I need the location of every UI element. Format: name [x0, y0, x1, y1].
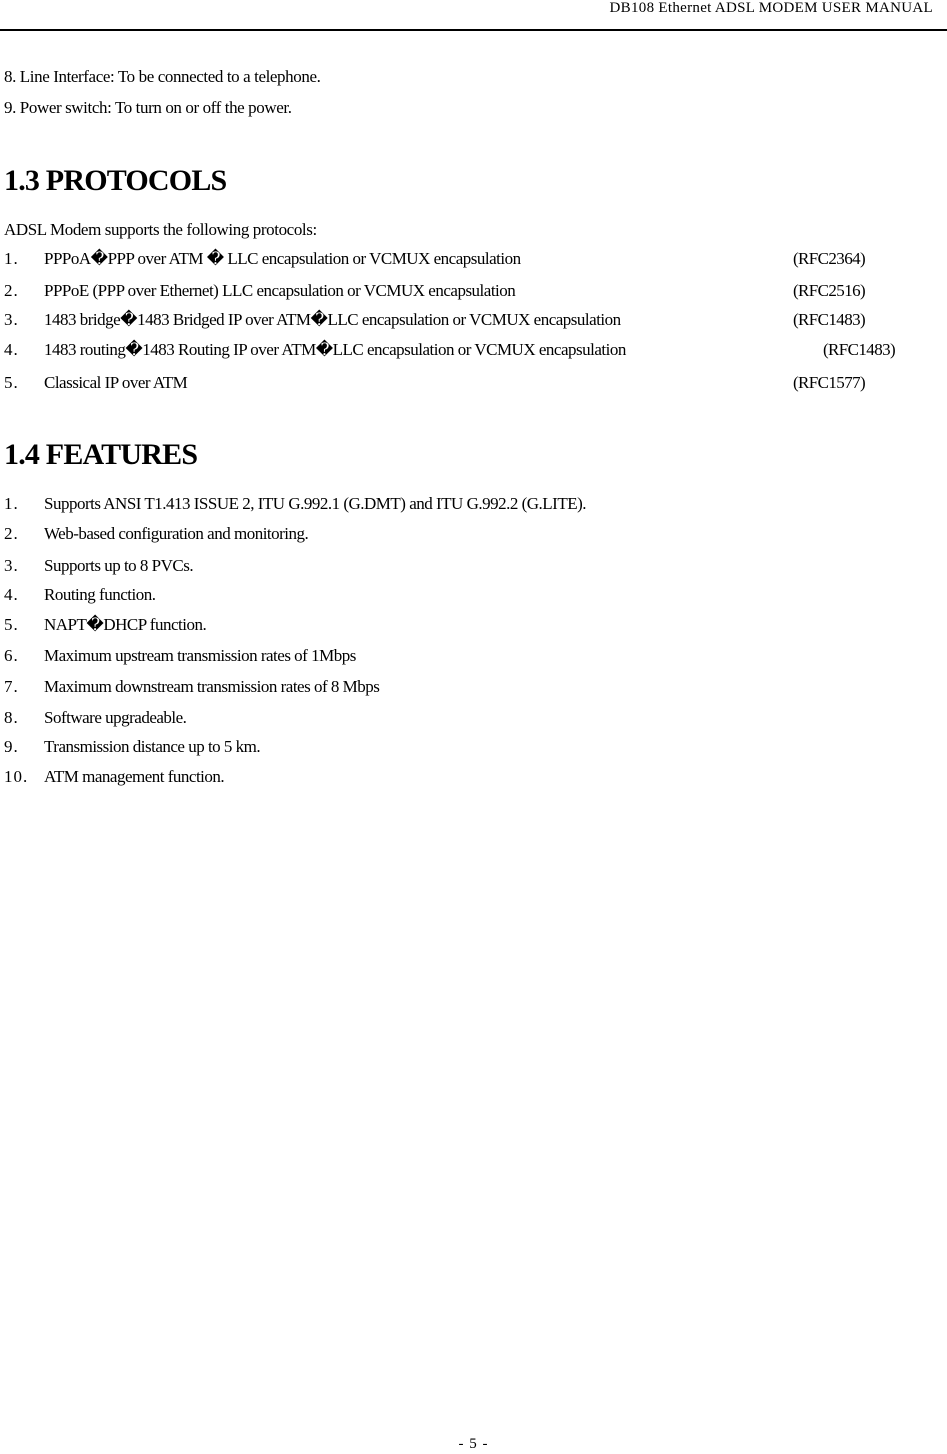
- protocol-item-text: PPPoE (PPP over Ethernet) LLC encapsulation or VCMUX encapsulation: [44, 281, 516, 300]
- protocols-intro: ADSL Modem supports the following protocols:: [4, 220, 317, 239]
- protocol-item-number: 5.: [4, 373, 19, 392]
- protocol-item-number: 2.: [4, 281, 19, 300]
- protocol-item-number: 3.: [4, 310, 19, 329]
- feature-item-number: 1.: [4, 494, 19, 513]
- protocol-item-rfc: (RFC2364): [793, 249, 866, 268]
- feature-item: [4, 767, 924, 791]
- feature-item: [4, 708, 924, 732]
- protocol-item-number: 1.: [4, 249, 19, 268]
- protocol-item-text: 1483 routing�1483 Routing IP over ATM�LLC encapsulation or VCMUX encapsulation: [44, 340, 626, 359]
- feature-item-text: Maximum upstream transmission rates of 1Mbps: [44, 646, 356, 665]
- feature-item: [4, 556, 924, 580]
- feature-item: [4, 677, 924, 701]
- intro-line-line-interface: 8. Line Interface: To be connected to a telephone.: [4, 67, 321, 86]
- feature-item: [4, 494, 924, 518]
- feature-item: [4, 646, 924, 670]
- feature-item-text: Transmission distance up to 5 km.: [44, 737, 261, 756]
- protocol-item-number: 4.: [4, 340, 19, 359]
- feature-item-text: NAPT�DHCP function.: [44, 615, 207, 634]
- feature-item-text: Maximum downstream transmission rates of 8 Mbps: [44, 677, 380, 696]
- feature-item-number: 7.: [4, 677, 19, 696]
- protocol-item: [4, 249, 924, 273]
- protocols-heading: 1.3 PROTOCOLS: [4, 164, 227, 197]
- feature-item-text: Software upgradeable.: [44, 708, 187, 727]
- feature-item-text: Web-based configuration and monitoring.: [44, 524, 309, 543]
- feature-item: [4, 524, 924, 548]
- protocol-item: [4, 310, 924, 334]
- header-divider: [0, 29, 947, 31]
- feature-item-number: 3.: [4, 556, 19, 575]
- feature-item-text: Supports up to 8 PVCs.: [44, 556, 194, 575]
- feature-item-number: 10.: [4, 767, 29, 786]
- feature-item: [4, 737, 924, 761]
- protocol-item-rfc: (RFC1483): [823, 340, 896, 359]
- protocol-item-text: 1483 bridge�1483 Bridged IP over ATM�LLC encapsulation or VCMUX encapsulation: [44, 310, 621, 329]
- feature-item-number: 2.: [4, 524, 19, 543]
- running-header: DB108 Ethernet ADSL MODEM USER MANUAL: [609, 0, 933, 16]
- protocol-item-rfc: (RFC1577): [793, 373, 866, 392]
- protocol-item: [4, 281, 924, 305]
- page-number: - 5 -: [458, 1436, 489, 1452]
- feature-item-text: Routing function.: [44, 585, 156, 604]
- feature-item-number: 6.: [4, 646, 19, 665]
- feature-item-number: 9.: [4, 737, 19, 756]
- feature-item-text: ATM management function.: [44, 767, 225, 786]
- feature-item-number: 5.: [4, 615, 19, 634]
- features-heading: 1.4 FEATURES: [4, 438, 198, 471]
- feature-item: [4, 585, 924, 609]
- protocol-item: [4, 340, 924, 364]
- protocol-item-text: PPPoA�PPP over ATM � LLC encapsulation or VCMUX encapsulation: [44, 249, 521, 268]
- feature-item-number: 8.: [4, 708, 19, 727]
- protocol-item-text: Classical IP over ATM: [44, 373, 188, 392]
- feature-item: [4, 615, 924, 639]
- intro-line-power-switch: 9. Power switch: To turn on or off the power.: [4, 98, 292, 117]
- protocol-item-rfc: (RFC1483): [793, 310, 866, 329]
- feature-item-text: Supports ANSI T1.413 ISSUE 2, ITU G.992.1 (G.DMT) and ITU G.992.2 (G.LITE).: [44, 494, 587, 513]
- protocol-item-rfc: (RFC2516): [793, 281, 866, 300]
- feature-item-number: 4.: [4, 585, 19, 604]
- protocol-item: [4, 373, 924, 397]
